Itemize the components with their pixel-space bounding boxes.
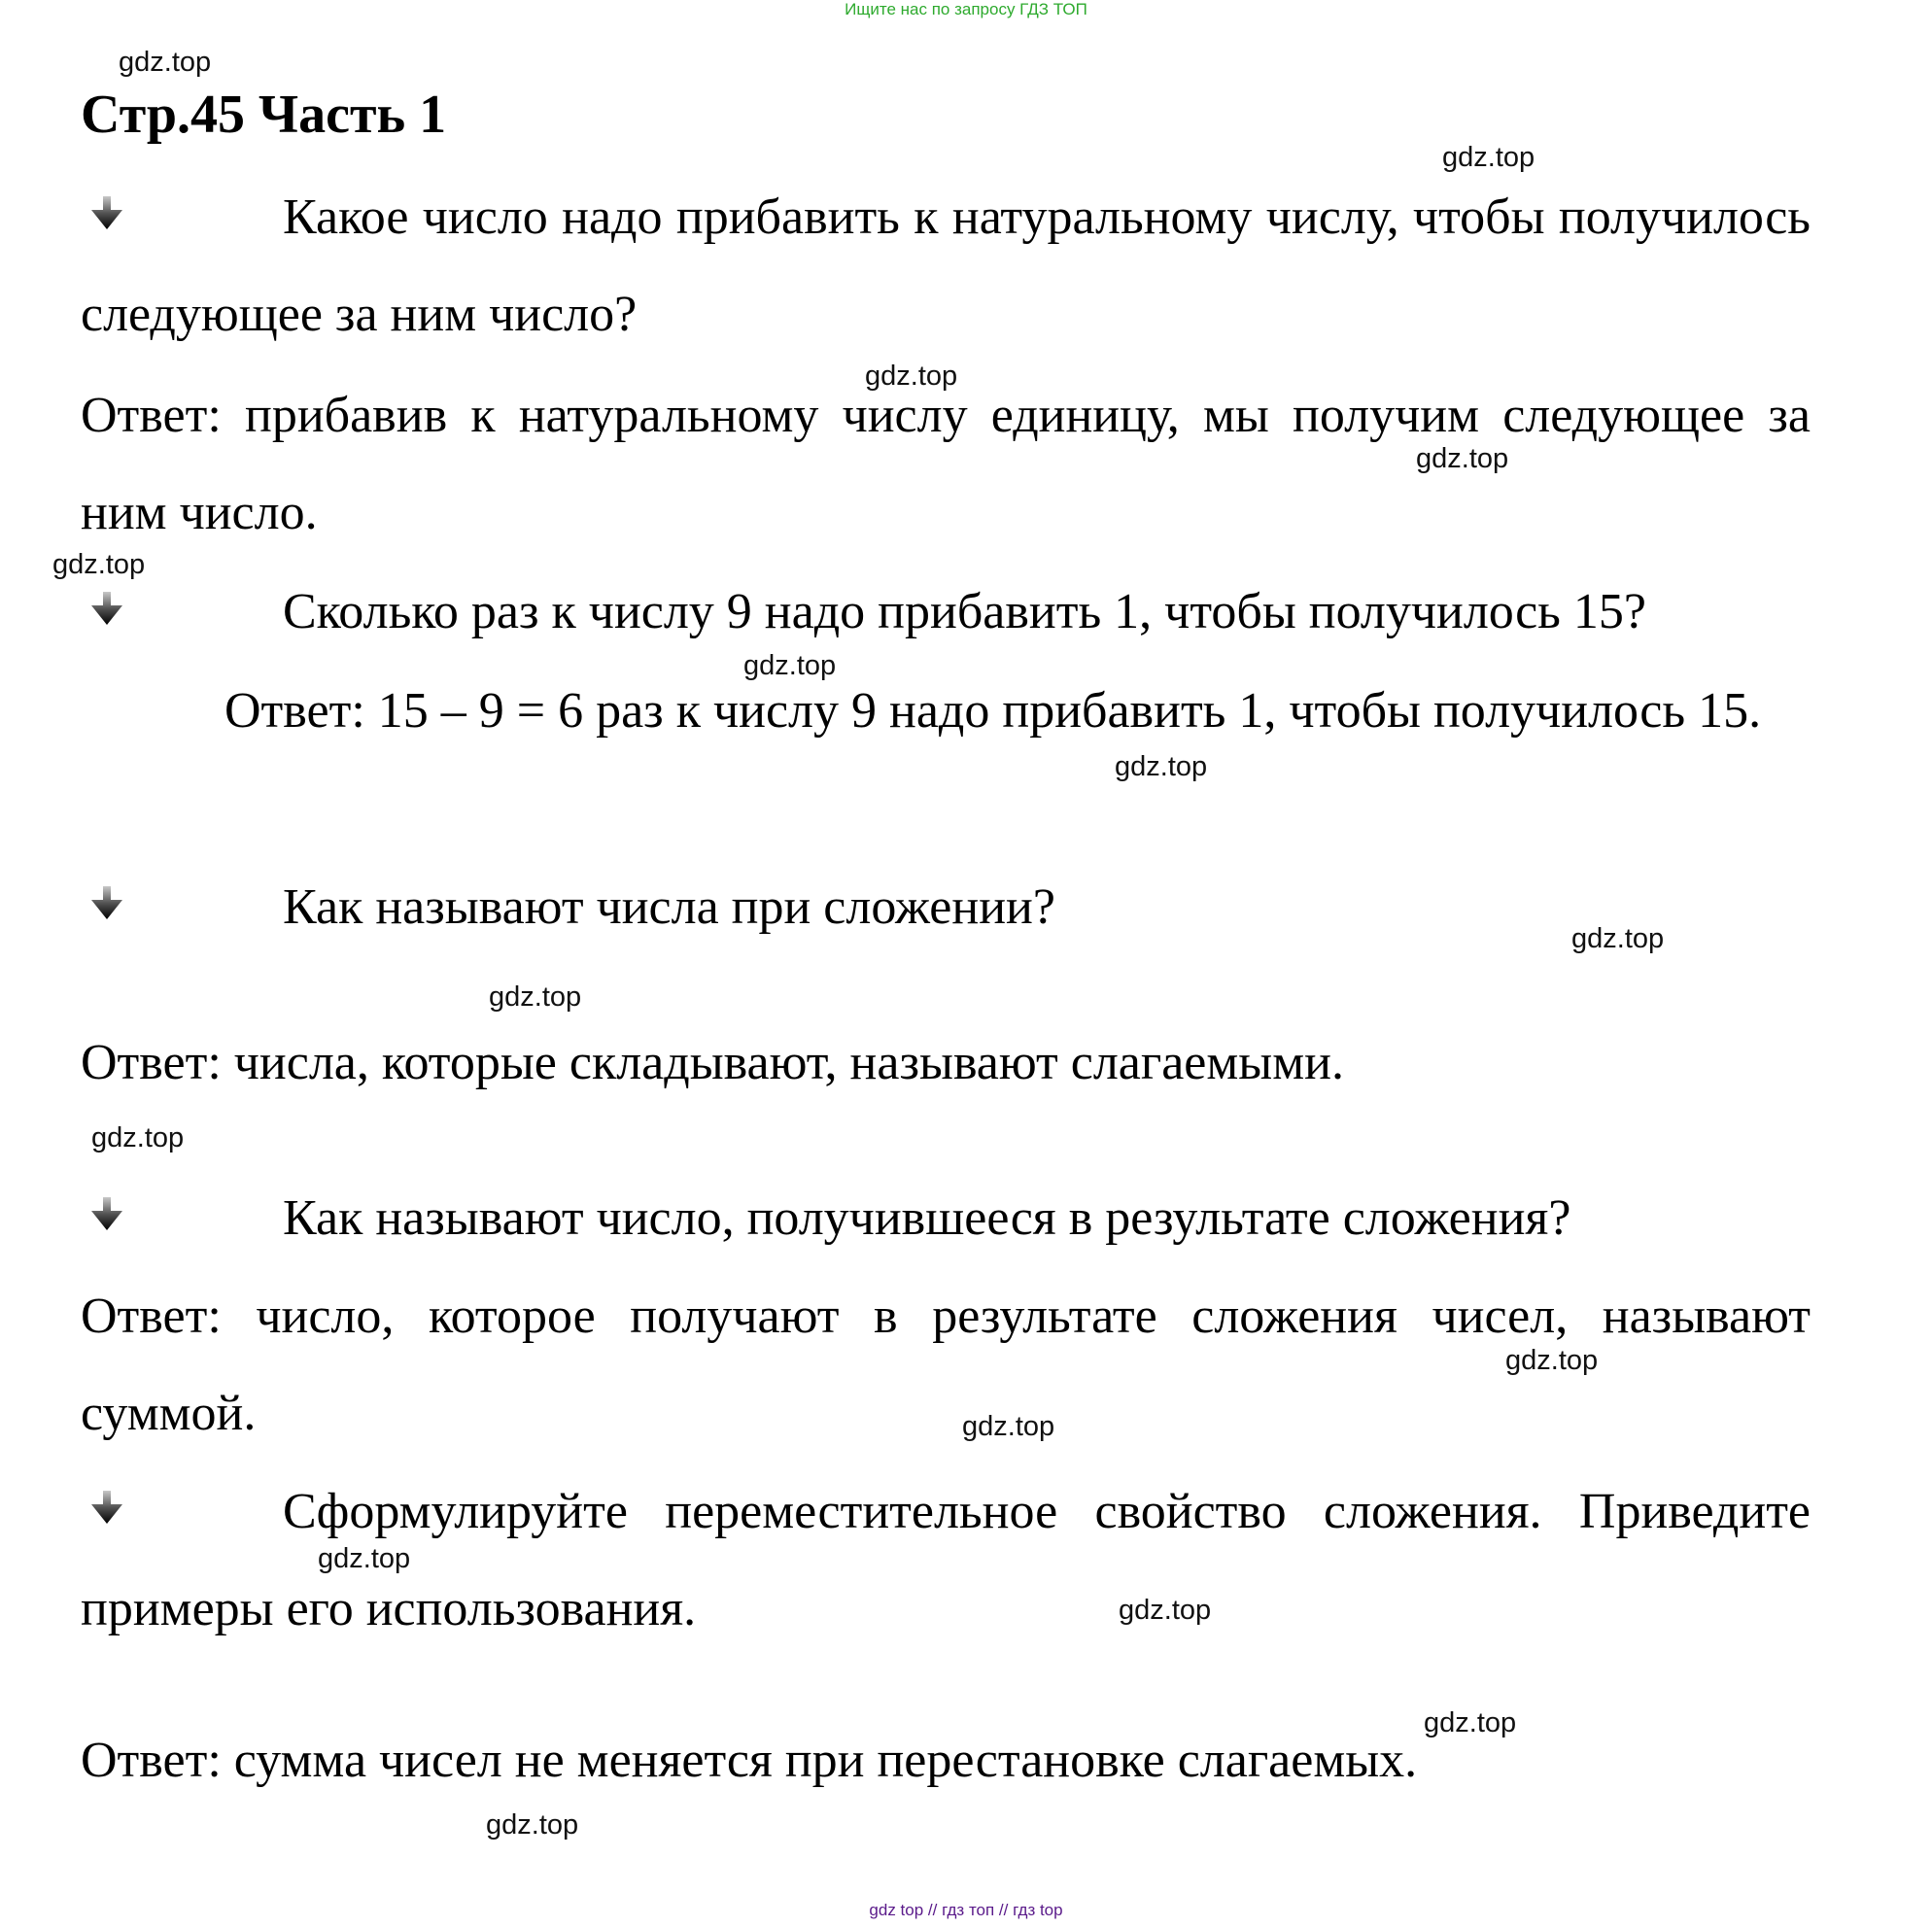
- watermark: gdz.top: [1505, 1345, 1599, 1376]
- question-3: Как называют числа при сложении?: [283, 879, 1055, 935]
- watermark: gdz.top: [1442, 142, 1535, 173]
- watermark: gdz.top: [1424, 1707, 1517, 1738]
- watermark: gdz.top: [318, 1543, 411, 1574]
- answer-4: Ответ: число, которое получают в результате сложения чисел, называют суммой.: [81, 1289, 1811, 1441]
- footer-links: gdz top // гдз топ // гдз top: [869, 1901, 1063, 1919]
- question-2: Сколько раз к числу 9 надо прибавить 1, чтобы получилось 15?: [283, 584, 1646, 639]
- watermark: gdz.top: [743, 650, 837, 681]
- answer-5: Ответ: сумма чисел не меняется при перестановке слагаемых.: [81, 1733, 1418, 1788]
- watermark: gdz.top: [52, 549, 146, 580]
- answer-3: Ответ: числа, которые складывают, называют слагаемыми.: [81, 1035, 1344, 1090]
- answer-2: Ответ: 15 – 9 = 6 раз к числу 9 надо прибавить 1, чтобы получилось 15.: [224, 683, 1762, 739]
- watermark: gdz.top: [119, 47, 212, 78]
- watermark: gdz.top: [1571, 923, 1665, 954]
- watermark: gdz.top: [486, 1809, 579, 1841]
- question-5: Сформулируйте переместительное свойство сложения. Приведите примеры его использования.: [81, 1484, 1811, 1636]
- watermark: gdz.top: [91, 1122, 185, 1153]
- question-1: Какое число надо прибавить к натуральному числу, чтобы получилось следующее за ним число?: [81, 189, 1811, 342]
- question-4: Как называют число, получившееся в результате сложения?: [283, 1190, 1571, 1246]
- watermark: gdz.top: [962, 1411, 1055, 1442]
- answer-1: Ответ: прибавив к натуральному числу единицу, мы получим следующее за ним число.: [81, 388, 1811, 540]
- watermark: gdz.top: [865, 361, 958, 392]
- watermark: gdz.top: [489, 981, 582, 1013]
- watermark: gdz.top: [1416, 443, 1509, 474]
- watermark: gdz.top: [1115, 751, 1208, 782]
- watermark: gdz.top: [1119, 1595, 1212, 1626]
- top-banner: Ищите нас по запросу ГДЗ ТОП: [845, 0, 1087, 18]
- page-title: Стр.45 Часть 1: [81, 85, 447, 145]
